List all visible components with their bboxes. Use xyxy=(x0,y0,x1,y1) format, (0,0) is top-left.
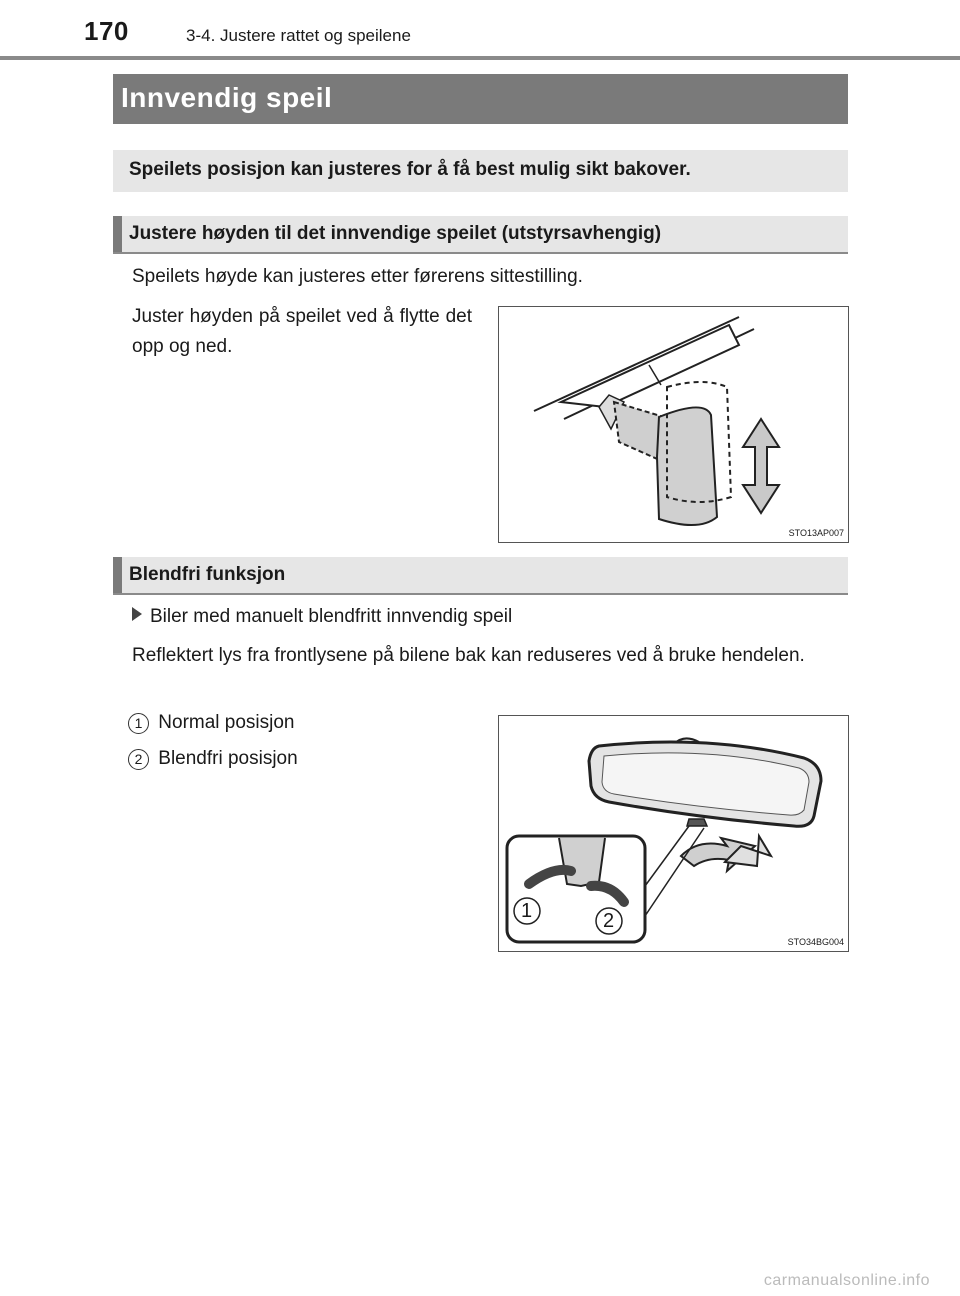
bullet-item xyxy=(132,602,512,632)
arrow-bullet-icon xyxy=(132,607,142,621)
header-rule xyxy=(0,56,960,60)
page-title: Innvendig speil xyxy=(121,82,333,113)
section-heading-text: Justere høyden til det innvendige speilet (utstyrsavhengig) xyxy=(129,223,662,244)
bullet-text: Biler med manuelt blendfritt innvendig speil xyxy=(150,606,513,627)
callout-2-label: 2 xyxy=(603,910,615,932)
summary-box xyxy=(113,150,848,192)
number-2-icon: 2 xyxy=(128,749,149,770)
callout-1-label: 1 xyxy=(521,900,533,922)
number-1-icon: 1 xyxy=(128,713,149,734)
chapter-title: 3-4. Justere rattet og speilene xyxy=(186,26,411,45)
section-title-bar xyxy=(113,74,848,124)
figure-mirror-height xyxy=(498,306,849,543)
section-heading-antiglare xyxy=(113,557,848,595)
height-intro-text: Speilets høyde kan justeres etter førerens sittestilling. xyxy=(132,266,583,287)
figure-antiglare-lever xyxy=(498,715,849,952)
section-heading-height xyxy=(113,216,848,254)
list-item xyxy=(128,744,298,774)
antiglare-illustration xyxy=(499,716,848,951)
list-item-label: Normal posisjon xyxy=(158,712,295,733)
list-item-label: Blendfri posisjon xyxy=(158,748,298,769)
summary-text: Speilets posisjon kan justeres for å få best mulig sikt bakover. xyxy=(129,159,691,180)
height-instruction-text: Juster høyden på speilet ved å flytte det opp og ned. xyxy=(132,306,472,357)
list-item xyxy=(128,708,295,738)
antiglare-paragraph: Reflektert lys fra frontlysene på bilene bak kan reduseres ved å bruke hendelen. xyxy=(132,645,805,666)
section-heading-text: Blendfri funksjon xyxy=(129,564,286,585)
watermark: carmanualsonline.info xyxy=(763,1272,930,1289)
figure-code: STO13AP007 xyxy=(788,528,844,538)
page-number: 170 xyxy=(84,16,129,46)
figure-code: STO34BG004 xyxy=(787,937,844,947)
mirror-height-illustration xyxy=(499,307,848,542)
